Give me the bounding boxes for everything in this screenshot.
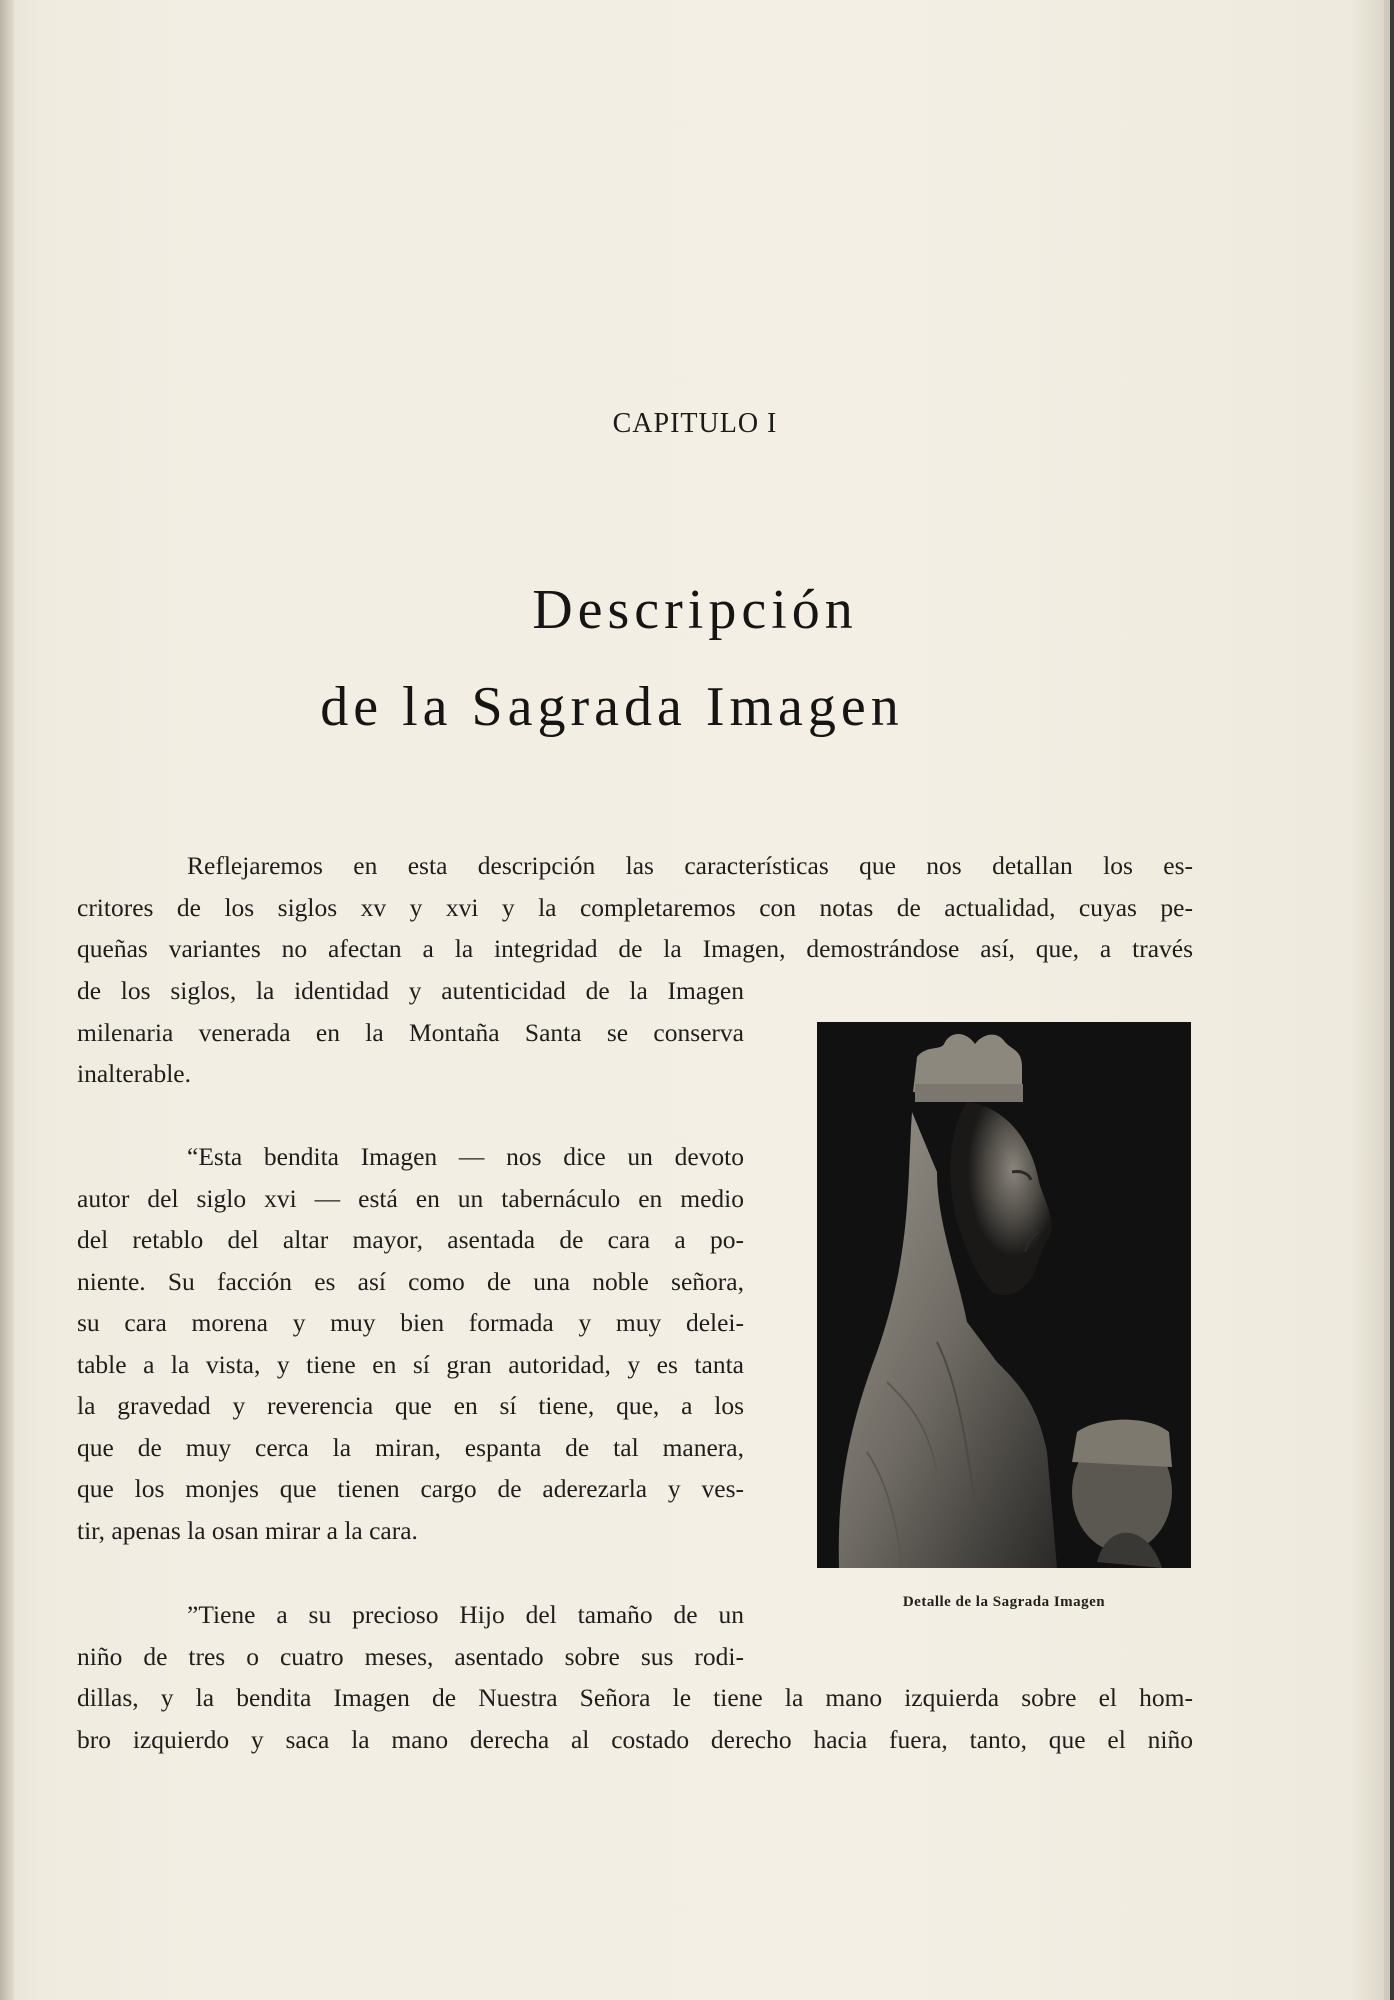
paragraph-hijo-continued (77, 1677, 1193, 1760)
text-line: inalterable. (77, 1059, 191, 1088)
chapter-heading: CAPITULO I (612, 408, 778, 439)
paragraph-hijo (77, 1594, 744, 1677)
text-line: su cara morena y muy bien formada y muy delei- (77, 1308, 744, 1337)
title-line-2-text: de la Sagrada Imagen (320, 676, 904, 738)
statue-image (817, 1022, 1191, 1568)
text-line: la gravedad y reverencia que en sí tiene, que, a los (77, 1391, 744, 1420)
paragraph-intro-continued (77, 970, 744, 1095)
text-line: ”Tiene a su precioso Hijo del tamaño de un (187, 1600, 744, 1629)
text-line: bro izquierdo y saca la mano derecha al costado derecho hacia fuera, tanto, que el niño (77, 1724, 1193, 1754)
text-line: tir, apenas la osan mirar a la cara. (77, 1515, 418, 1545)
page-gutter (0, 0, 14, 2000)
text-line: critores de los siglos xv y xvi y la completaremos con notas de actualidad, cuyas pe- (77, 892, 1193, 922)
text-line: table a la vista, y tiene en sí gran autoridad, y es tanta (77, 1349, 744, 1379)
title-line-2 (88, 675, 1154, 739)
statue-photograph (817, 1022, 1191, 1568)
text-line: queñas variantes no afectan a la integridad de la Imagen, demostrándose así, que, a través (77, 934, 1193, 963)
text-line: milenaria venerada en la Montaña Santa se conserva (77, 1017, 744, 1047)
photo-caption: Detalle de la Sagrada Imagen (902, 1594, 1106, 1610)
text-line: que de muy cerca la miran, espanta de tal manera, (77, 1432, 744, 1462)
paragraph-intro (77, 845, 1193, 970)
text-line: niño de tres o cuatro meses, asentado sobre sus rodi- (77, 1641, 744, 1671)
page-edge (1384, 0, 1390, 2000)
text-line: que los monjes que tienen cargo de aderezarla y ves- (77, 1474, 744, 1503)
text-line: “Esta bendita Imagen — nos dice un devoto (187, 1142, 744, 1171)
paragraph-quote (77, 1136, 744, 1551)
title-line-1: Descripción (532, 579, 858, 641)
text-line: del retablo del altar mayor, asentada de cara a po- (77, 1225, 744, 1254)
text-line: niente. Su facción es así como de una noble señora, (77, 1266, 744, 1296)
text-line: Reflejaremos en esta descripción las características que nos detallan los es- (187, 851, 1193, 880)
text-line: de los siglos, la identidad y autenticidad de la Imagen (77, 976, 744, 1005)
text-line: autor del siglo xvi — está en un tabernáculo en medio (77, 1183, 744, 1213)
text-line: dillas, y la bendita Imagen de Nuestra Señora le tiene la mano izquierda sobre el hom- (77, 1683, 1193, 1712)
